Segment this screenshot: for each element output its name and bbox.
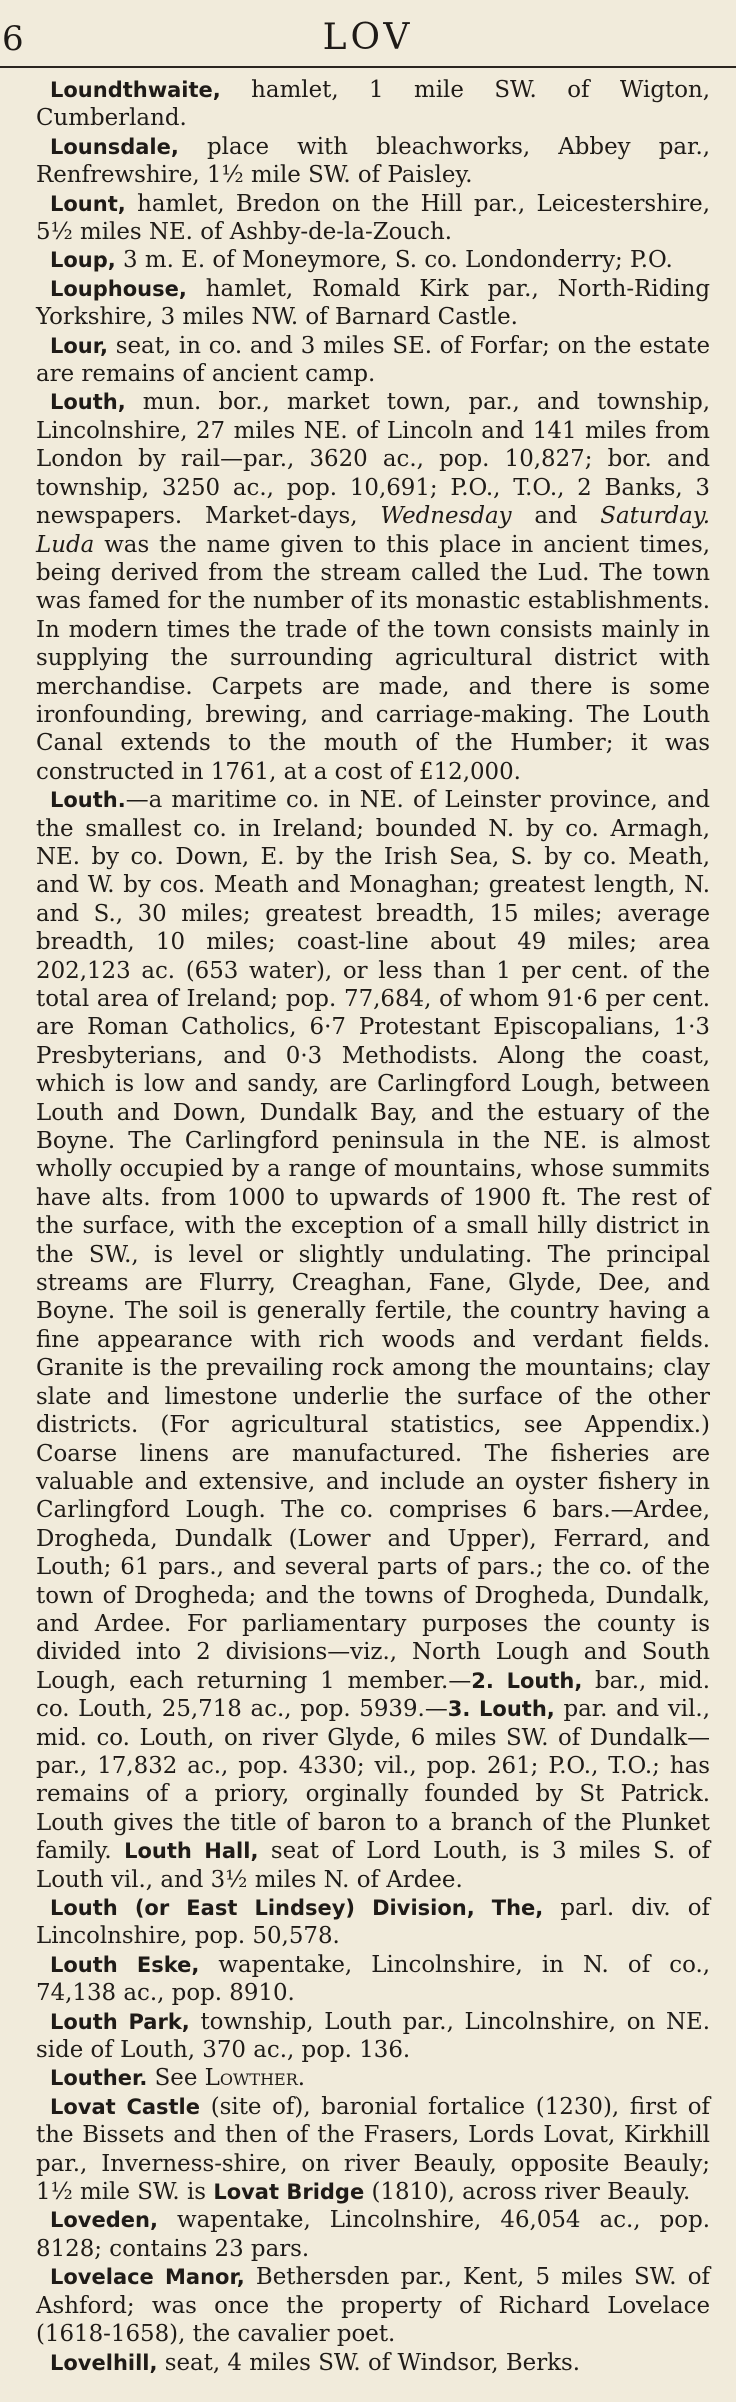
headword: Lour, (50, 333, 109, 358)
entry-lour (36, 332, 710, 389)
entry-list (36, 76, 710, 2377)
headword: Louphouse, (50, 276, 187, 301)
entry-italic: Luda (36, 531, 95, 558)
entry-louth-eske (36, 1951, 710, 2008)
headword: Loundthwaite, (50, 78, 221, 102)
entry-lovat-castle (36, 2093, 710, 2207)
headword: Loveden, (50, 2208, 158, 2233)
headword: Louther. (50, 2066, 148, 2091)
headword: Louth, (50, 390, 126, 415)
entry-text: mun. bor., market town, par., and township, Lincolnshire, 27 miles NE. of Lincoln and 141 miles from London by rail—par., 3620 ac., pop. 10,827; bor. and township, 3250 ac., pop. 10,691; P.O., T.O., 2 Banks, 3 newspapers. Market-days, (36, 389, 710, 530)
headword: Louth (or East Lindsey) Division, The, (50, 1896, 544, 1920)
page-header (0, 0, 736, 68)
entry-text: parl. div. of Lincolnshire, pop. 50,578. (36, 1895, 710, 1950)
entry-lounsdale (36, 133, 710, 190)
entry-louth-town (36, 388, 710, 786)
headword: Loup, (50, 248, 116, 273)
entry-lovelhill (36, 2349, 710, 2377)
entry-text: Bethersden par., Kent, 5 miles SW. of Ashford; was once the property of Richard Lovelace (1618-1658), the cavalier poet. (36, 2264, 710, 2348)
headword: Lovelace Manor, (50, 2265, 245, 2290)
entry-italic: Saturday. (600, 503, 710, 530)
entry-loveden (36, 2206, 710, 2263)
sub-headword: 3. Louth, (447, 1697, 555, 1722)
entry-louth-division (36, 1894, 710, 1951)
entry-text: (site of), baronial fortalice (1230), first of the Bissets and then of the Frasers, Lords Lovat, Kirkhill par., Inverness-shire, on river Beauly, opposite Beauly; 1½ mile SW. is (36, 2093, 710, 2206)
entry-louther (36, 2064, 710, 2092)
entry-louphouse (36, 275, 710, 332)
page-number: 6 (2, 19, 24, 59)
entry-italic: Wednesday (380, 503, 512, 530)
sub-headword: Lovat Bridge (213, 2180, 365, 2205)
headword: Lovelhill, (50, 2350, 158, 2375)
sub-headword: Louth Hall, (124, 1839, 259, 1864)
entry-text: was the name given to this place in ancient times, being derived from the stream called the Lud. The town was famed for the number of its monastic establishments. In modern times the trade of the town consists mainly in supplying the surrounding agricultural district with merchandise. Carpets are made, and there is some ironfounding, brewing, and carriage-making. The Louth Canal extends to the mouth of the Humber; it was constructed in 1761, at a cost of £12,000. (36, 531, 710, 785)
entry-text: township, Louth par., Lincolnshire, on NE. side of Louth, 370 ac., pop. 136. (36, 2008, 710, 2064)
headword: Louth Eske, (50, 1952, 200, 1977)
entry-text: 3 m. E. of Moneymore, S. co. Londonderry; P.O. (115, 247, 673, 274)
entry-text: place with bleachworks, Abbey par., Renfrewshire, 1½ mile SW. of Paisley. (36, 133, 710, 189)
entry-text: and (511, 503, 601, 530)
entry-text: seat, 4 miles SW. of Windsor, Berks. (157, 2349, 581, 2376)
entry-text: par. and vil., mid. co. Louth, on river Glyde, 6 miles SW. of Dundalk—par., 17,832 ac., pop. 4330; vil., pop. 261; P.O., T.O.; has remains of a priory, orginally founded by St Patrick. Louth gives the title of baron to a branch of the Plunket family. (36, 1696, 710, 1865)
entry-text: . (297, 2065, 306, 2092)
cross-reference: Lowther (204, 2065, 298, 2092)
entry-text: See (147, 2065, 205, 2092)
headword: Lovat Castle (50, 2094, 200, 2119)
entry-louth-county (36, 786, 710, 1894)
entry-text: —a maritime co. in NE. of Leinster province, and the smallest co. in Ireland; bounded N. by co. Armagh, NE. by co. Down, E. by the Irish Sea, S. by co. Meath, and W. by cos. Meath and Monaghan; greatest length, N. and S., 30 miles; greatest breadth, 15 miles; average breadth, 10 miles; coast-line about 49 miles; area 202,123 ac. (653 water), or less than 1 per cent. of the total area of Ireland; pop. 77,684, of whom 91·6 per cent. are Roman Catholics, 6·7 Protestant Episcopalians, 1·3 Presbyterians, and 0·3 Methodists. Along the coast, which is low and sandy, are Carlingford Lough, between Louth and Down, Dundalk Bay, and the estuary of the Boyne. The Carlingford peninsula in the NE. is almost wholly occupied by a range of mountains, whose summits have alts. from 1000 to upwards of 1900 ft. The rest of the surface, with the exception of a small hilly district in the SW., is level or slightly undulating. The principal streams are Flurry, Creaghan, Fane, Glyde, Dee, and Boyne. The soil is generally fertile, the country having a fine appearance with rich woods and verdant fields. Granite is the prevailing rock among the mountains; clay slate and limestone underlie the surface of the other districts. (For agricultural statistics, see Appendix.) Coarse linens are manufactured. The fisheries are valuable and extensive, and include an oyster fishery in Carlingford Lough. The co. comprises 6 bars.—Ardee, Drogheda, Dundalk (Lower and Upper), Ferrard, and Louth; 61 pars., and several parts of pars.; the co. of the town of Drogheda; and the towns of Drogheda, Dundalk, and Ardee. For parliamentary purposes the county is divided into 2 divisions—viz., North Lough and South Lough, each returning 1 member.— (36, 787, 710, 1694)
entry-lount (36, 190, 710, 247)
running-head: LOV (322, 17, 414, 58)
sub-headword: 2. Louth, (471, 1668, 583, 1693)
entry-text: wapentake, Lincolnshire, 46,054 ac., pop. 8128; contains 23 pars. (36, 2207, 710, 2262)
entry-text: wapentake, Lincolnshire, in N. of co., 74,138 ac., pop. 8910. (36, 1951, 710, 2007)
entry-lovelace-manor (36, 2263, 710, 2348)
entry-loundthwaite (36, 76, 710, 133)
entry-text: hamlet, 1 mile SW. of Wigton, Cumberland. (36, 77, 710, 132)
entry-loup (36, 246, 710, 274)
entry-text: hamlet, Romald Kirk par., North-Riding Yorkshire, 3 miles NW. of Barnard Castle. (36, 275, 710, 331)
headword: Louth Park, (50, 2009, 190, 2034)
entry-text: hamlet, Bredon on the Hill par., Leicestershire, 5½ miles NE. of Ashby-de-la-Zouch. (36, 190, 710, 246)
entry-text: (1810), across river Beauly. (364, 2179, 691, 2206)
entry-text: bar., mid. co. Louth, 25,718 ac., pop. 5939.— (36, 1667, 710, 1723)
entry-louth-park (36, 2008, 710, 2065)
headword: Louth. (50, 788, 126, 813)
entry-text: seat of Lord Louth, is 3 miles S. of Louth vil., and 3½ miles N. of Ardee. (36, 1838, 710, 1893)
headword: Lount, (50, 191, 126, 216)
entry-text: seat, in co. and 3 miles SE. of Forfar; on the estate are remains of ancient camp. (36, 332, 710, 388)
headword: Lounsdale, (50, 134, 179, 159)
